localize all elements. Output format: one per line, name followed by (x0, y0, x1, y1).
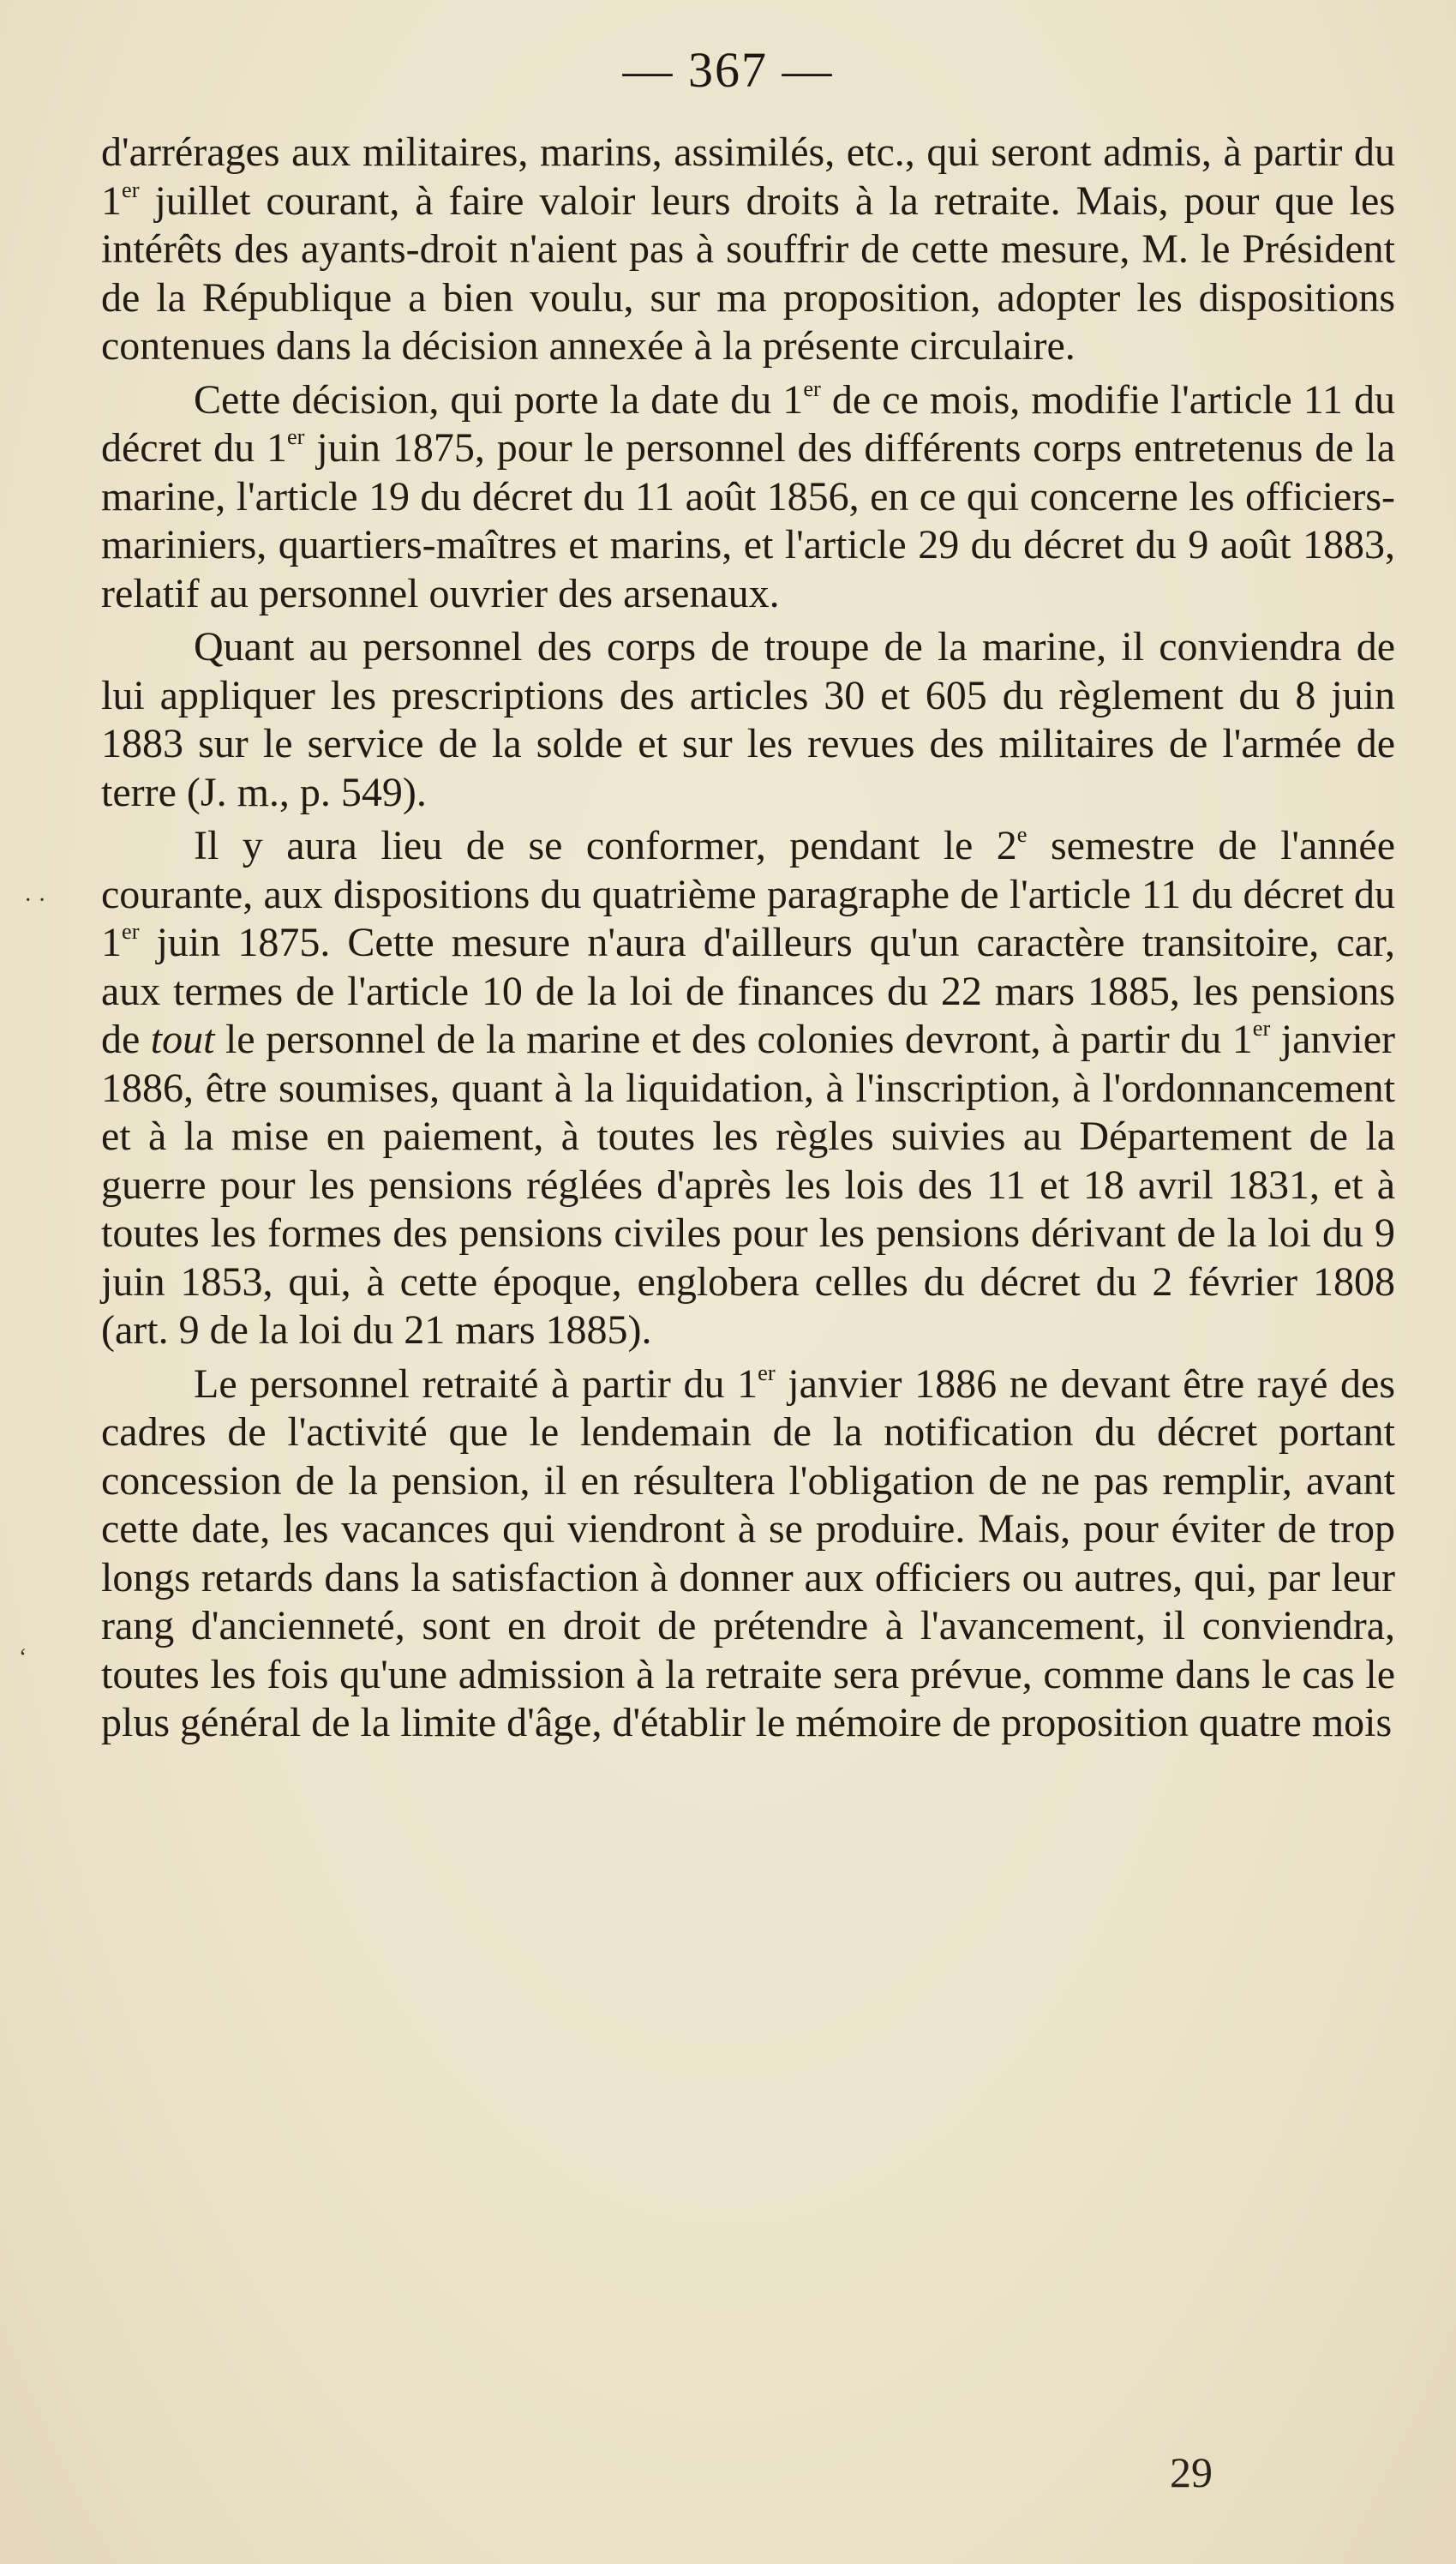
paragraph-arrerages: d'arrérages aux militaires, marins, assimilés, etc., qui seront admis, à partir du 1er juillet courant, à faire valoir leurs droits à la retraite. Mais, pour que les intérêts des ayants-droit n'aient pas à souffrir de cette mesure, M. le Président de la République a bien voulu, sur ma proposition, adopter les dispositions contenues dans la décision annexée à la présente circulaire. (101, 129, 1395, 369)
document-body (101, 129, 1395, 1748)
signature-mark: 29 (1170, 2448, 1213, 2496)
paragraph-personnel-retraite: Le personnel retraité à partir du 1er janvier 1886 ne devant être rayé des cadres de l'activité que le lendemain de la notification du décret portant concession de la pension, il en résultera l'obligation de ne pas remplir, avant cette date, les vacances qui viendront à se produire. Mais, pour éviter de trop longs retards dans la satisfaction à donner aux officiers ou autres, qui, par leur rang d'ancienneté, sont en droit de prétendre à l'avancement, il conviendra, toutes les fois qu'une admission à la retraite sera prévue, comme dans le cas le plus général de la limite d'âge, d'établir le mémoire de proposition quatre mois (101, 1359, 1395, 1745)
paragraph-troupes: Quant au personnel des corps de troupe de la marine, il conviendra de lui appliquer les prescriptions des articles 30 et 605 du règlement du 8 juin 1883 sur le service de la solde et sur les revues des militaires de l'armée de terre (J. m., p. 549). (101, 624, 1395, 815)
margin-mark: ‘ (19, 1644, 27, 1671)
margin-mark: · · (24, 887, 46, 914)
page-number: — 367 — (622, 42, 834, 98)
paragraph-semestre: Il y aura lieu de se conformer, pendant le 2e semestre de l'année courante, aux dispositions du quatrième paragraphe de l'article 11 du décret du 1er juin 1875. Cette mesure n'aura d'ailleurs qu'un caractère transitoire, car, aux termes de l'article 10 de la loi de finances du 22 mars 1885, les pensions de tout le personnel de la marine et des colonies devront, à partir du 1er janvier 1886, être soumises, quant à la liquidation, à l'inscription, à l'ordonnancement et à la mise en paiement, à toutes les règles suivies au Département de la guerre pour les pensions réglées d'après les lois des 11 et 18 avril 1831, et à toutes les formes des pensions civiles pour les pensions dérivant de la loi du 9 juin 1853, qui, à cette époque, englobera celles du décret du 2 février 1808 (art. 9 de la loi du 21 mars 1885). (101, 821, 1396, 1353)
paragraph-decision: Cette décision, qui porte la date du 1er de ce mois, modifie l'article 11 du décret du 1er juin 1875, pour le personnel des différents corps entretenus de la marine, l'article 19 du décret du 11 août 1856, en ce qui concerne les officiers-mariniers, quartiers-maîtres et marins, et l'article 29 du décret du 9 août 1883, relatif au personnel ouvrier des arsenaux. (101, 375, 1395, 616)
